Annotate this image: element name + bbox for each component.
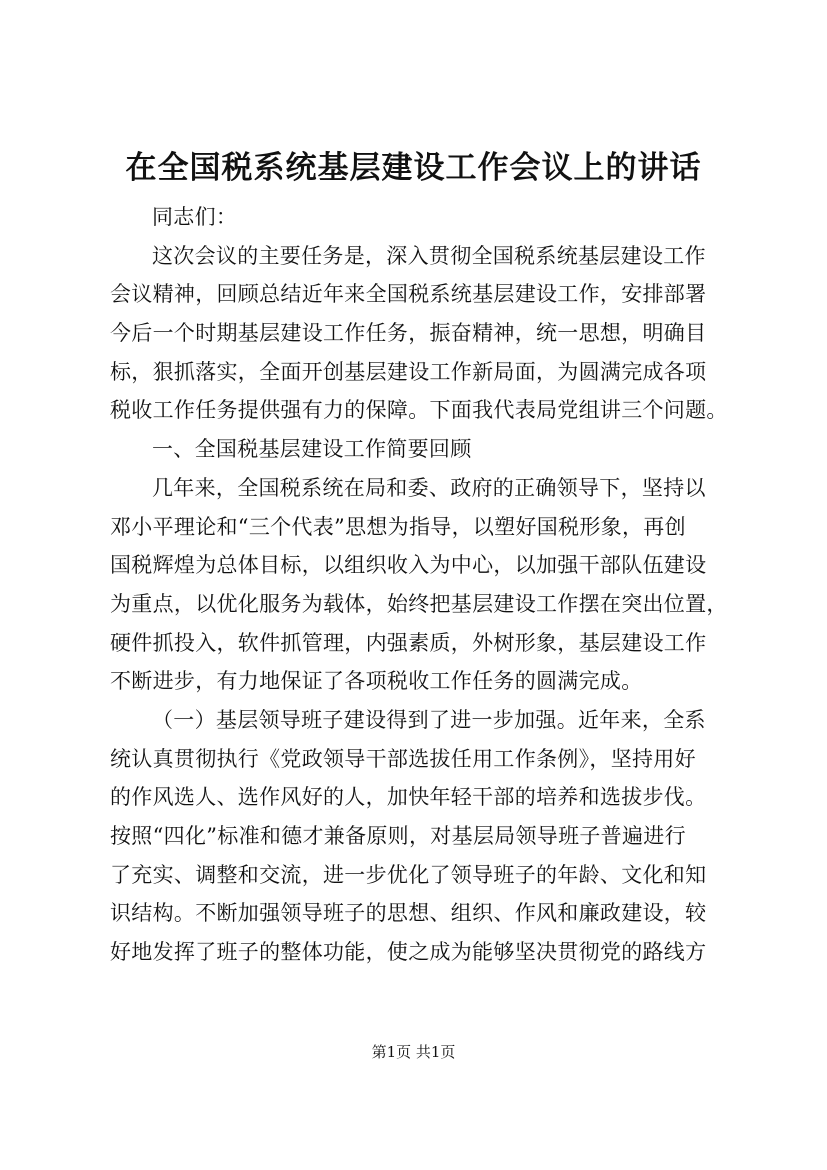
body-line: 按照“四化”标准和德才兼备原则，对基层局领导班子普遍进行 <box>110 824 686 848</box>
body-line: 这次会议的主要任务是，深入贯彻全国税系统基层建设工作 <box>152 243 706 268</box>
body-line: 了充实、调整和交流，进一步优化了领导班子的年龄、文化和知 <box>110 862 707 887</box>
body-line: （一）基层领导班子建设得到了进一步加强。近年来，全系 <box>152 707 706 732</box>
body-line: 不断进步，有力地保证了各项税收工作任务的圆满完成。 <box>110 669 643 694</box>
body-line: 邓小平理论和“三个代表”思想为指导，以塑好国税形象，再创 <box>110 514 686 539</box>
body-line: 为重点，以优化服务为载体，始终把基层建设工作摆在突出位置， <box>110 591 728 616</box>
body-line: 会议精神，回顾总结近年来全国税系统基层建设工作，安排部署 <box>110 282 707 307</box>
body-line: 识结构。不断加强领导班子的思想、组织、作风和廉政建设，较 <box>110 901 707 926</box>
document-body <box>110 198 742 972</box>
body-line: 的作风选人、选作风好的人，加快年轻干部的培养和选拔步伐。 <box>110 785 707 810</box>
document-title: 在全国税系统基层建设工作会议上的讲话 <box>125 150 702 186</box>
body-line: 税收工作任务提供强有力的保障。下面我代表局党组讲三个问题。 <box>110 398 728 423</box>
body-line: 同志们： <box>152 205 238 229</box>
body-line: 几年来，全国税系统在局和委、政府的正确领导下，坚持以 <box>152 475 706 500</box>
body-line: 好地发挥了班子的整体功能，使之成为能够坚决贯彻党的路线方 <box>110 940 707 965</box>
body-line: 今后一个时期基层建设工作任务，振奋精神，统一思想，明确目 <box>110 321 707 346</box>
body-line: 统认真贯彻执行《党政领导干部选拔任用工作条例》，坚持用好 <box>110 746 696 771</box>
body-line: 一、全国税基层建设工作简要回顾 <box>152 437 472 462</box>
page-footer: 第1页 共1页 <box>371 1043 456 1061</box>
body-line: 国税辉煌为总体目标，以组织收入为中心，以加强干部队伍建设 <box>110 553 707 578</box>
body-line: 硬件抓投入，软件抓管理，内强素质，外树形象，基层建设工作 <box>110 630 707 655</box>
body-line: 标，狠抓落实，全面开创基层建设工作新局面，为圆满完成各项 <box>110 359 707 384</box>
